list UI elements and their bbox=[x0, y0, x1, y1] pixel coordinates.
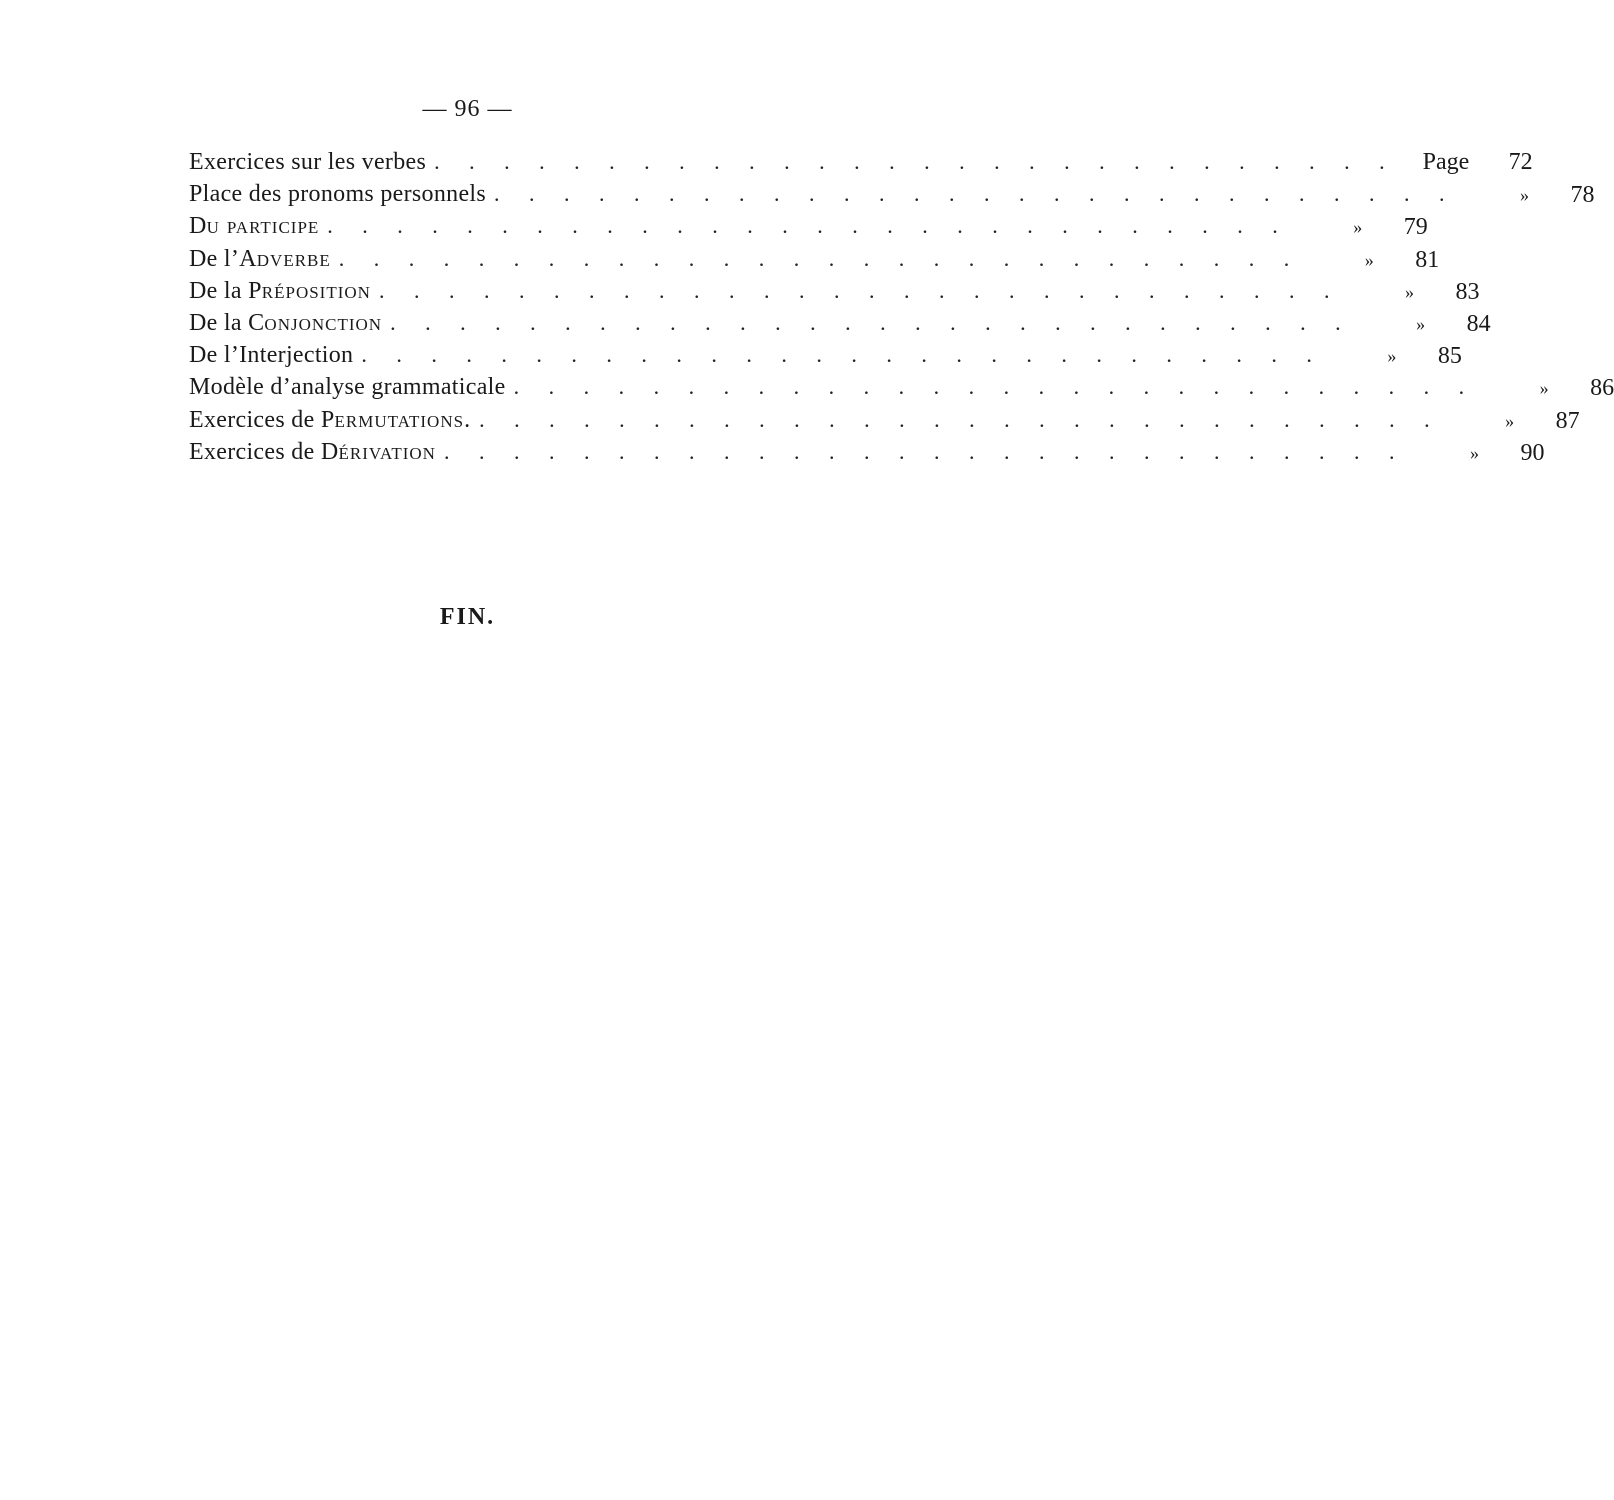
toc-entry-title: De la Préposition bbox=[189, 277, 371, 304]
end-marker: FIN. bbox=[439, 604, 496, 630]
dot-leader: . . . . . . . . . . . . . . . . . . . . . . . . . . . . bbox=[327, 213, 1290, 239]
toc-row bbox=[189, 371, 1614, 403]
toc-row bbox=[189, 210, 1428, 242]
toc-entry-title: Du participe bbox=[189, 213, 320, 240]
page-reference: » 84 bbox=[1416, 310, 1491, 337]
toc-row bbox=[189, 436, 1545, 468]
toc-entry-title: Exercices de Dérivation bbox=[189, 438, 436, 465]
dot-leader: . . . . . . . . . . . . . . . . . . . . . . . . . . . . bbox=[338, 245, 1302, 271]
toc-row bbox=[189, 404, 1580, 436]
page-reference: » 78 bbox=[1520, 182, 1595, 209]
toc-entry-title: Modèle d’analyse grammaticale bbox=[189, 374, 506, 401]
dot-leader: . . . . . . . . . . . . . . . . . . . . . . . . . . . . bbox=[443, 438, 1407, 464]
page-reference: » 83 bbox=[1404, 278, 1480, 305]
table-of-contents bbox=[189, 146, 1614, 468]
dot-leader: . . . . . . . . . . . . . . . . . . . . . . . . . . . . bbox=[378, 277, 1342, 303]
dot-leader: . . . . . . . . . . . . . . . . . . . . . . . . . . . . bbox=[390, 309, 1353, 335]
toc-row bbox=[189, 275, 1480, 307]
page-reference: » 85 bbox=[1387, 343, 1462, 370]
toc-entry-title: Place des pronoms personnels bbox=[189, 181, 487, 208]
dot-leader: . . . . . . . . . . . . . . . . . . . . . . . . . . . . bbox=[494, 181, 1457, 207]
toc-entry-title: Exercices sur les verbes bbox=[189, 149, 427, 175]
toc-row bbox=[189, 307, 1491, 339]
page-reference: Page 72 bbox=[1422, 149, 1533, 175]
toc-row bbox=[189, 178, 1595, 210]
dot-leader: . . . . . . . . . . . . . . . . . . . . . . . . . . . . bbox=[513, 374, 1477, 400]
dot-leader: . . . . . . . . . . . . . . . . . . . . . . . . . . . . bbox=[361, 342, 1324, 368]
dot-leader: . . . . . . . . . . . . . . . . . . . . . . . . . . . . bbox=[434, 149, 1397, 174]
page-reference: » 87 bbox=[1505, 407, 1580, 434]
toc-entry-title: De l’Adverbe bbox=[189, 245, 331, 272]
page-reference: » 86 bbox=[1539, 375, 1614, 402]
toc-entry-title: Exercices de Permutations. bbox=[189, 406, 472, 433]
toc-entry-title: De l’Interjection bbox=[189, 342, 354, 369]
toc-row bbox=[189, 243, 1440, 275]
page-reference: » 79 bbox=[1353, 214, 1428, 241]
toc-entry-title: De la Conjonction bbox=[189, 309, 383, 336]
toc-row bbox=[189, 339, 1462, 371]
page-reference: » 90 bbox=[1469, 439, 1545, 466]
page-number: — 96 — bbox=[422, 96, 513, 122]
page-reference: » 81 bbox=[1364, 246, 1440, 273]
toc-row bbox=[189, 146, 1533, 178]
dot-leader: . . . . . . . . . . . . . . . . . . . . . . . . . . . . bbox=[479, 406, 1442, 432]
